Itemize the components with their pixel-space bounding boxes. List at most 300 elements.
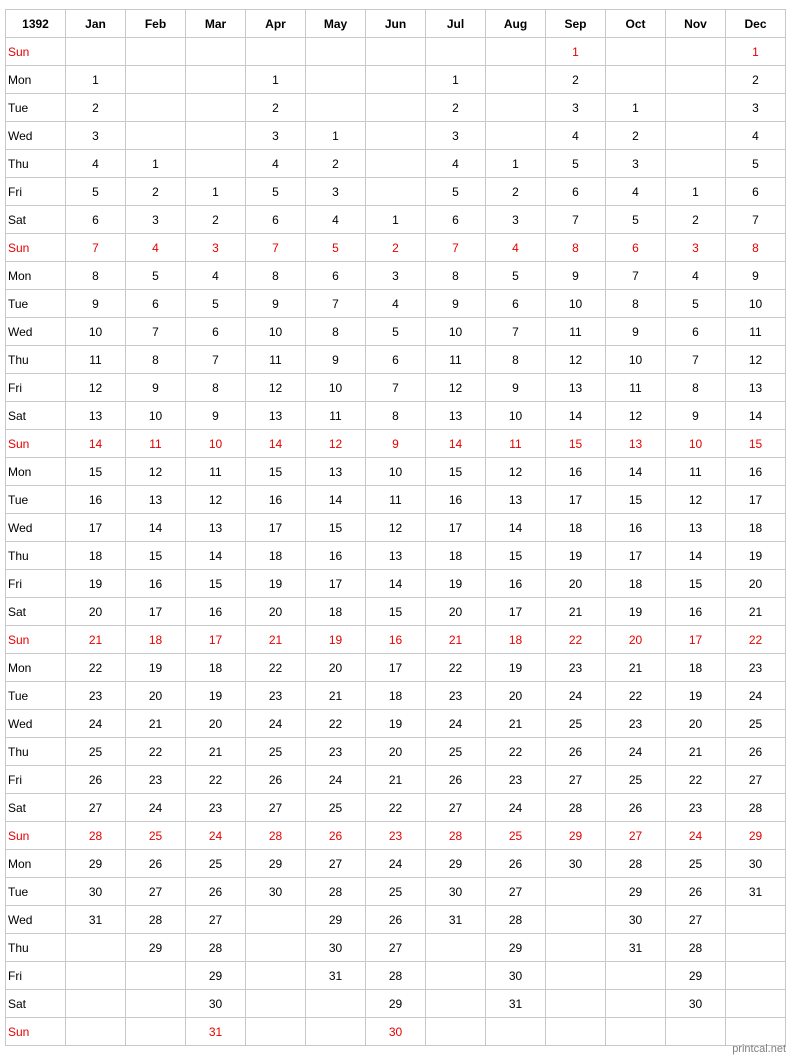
- date-cell: 3: [186, 234, 246, 262]
- date-cell: 13: [726, 374, 786, 402]
- month-header: Apr: [246, 10, 306, 38]
- date-cell: 16: [546, 458, 606, 486]
- day-name: Thu: [6, 738, 66, 766]
- calendar-table: [5, 9, 786, 1046]
- date-cell: 19: [246, 570, 306, 598]
- date-cell: 10: [186, 430, 246, 458]
- date-cell: 4: [546, 122, 606, 150]
- date-cell: [726, 1018, 786, 1046]
- date-cell: 15: [606, 486, 666, 514]
- date-cell: 12: [666, 486, 726, 514]
- date-cell: 23: [246, 682, 306, 710]
- date-cell: [186, 94, 246, 122]
- day-name: Wed: [6, 514, 66, 542]
- date-cell: 28: [306, 878, 366, 906]
- date-cell: 29: [246, 850, 306, 878]
- date-cell: 5: [666, 290, 726, 318]
- week-row: [6, 150, 786, 178]
- date-cell: [366, 178, 426, 206]
- date-cell: 24: [426, 710, 486, 738]
- date-cell: [606, 38, 666, 66]
- date-cell: 12: [66, 374, 126, 402]
- date-cell: 31: [606, 934, 666, 962]
- date-cell: [306, 38, 366, 66]
- date-cell: [66, 1018, 126, 1046]
- date-cell: 19: [606, 598, 666, 626]
- day-name: Mon: [6, 262, 66, 290]
- date-cell: [66, 38, 126, 66]
- date-cell: 11: [246, 346, 306, 374]
- date-cell: 21: [366, 766, 426, 794]
- date-cell: 3: [726, 94, 786, 122]
- date-cell: 17: [666, 626, 726, 654]
- date-cell: 13: [366, 542, 426, 570]
- date-cell: 10: [486, 402, 546, 430]
- date-cell: 2: [366, 234, 426, 262]
- date-cell: 2: [426, 94, 486, 122]
- week-row: [6, 346, 786, 374]
- date-cell: 31: [186, 1018, 246, 1046]
- date-cell: 28: [426, 822, 486, 850]
- date-cell: 7: [666, 346, 726, 374]
- date-cell: [426, 962, 486, 990]
- date-cell: 3: [306, 178, 366, 206]
- date-cell: 18: [186, 654, 246, 682]
- date-cell: [546, 906, 606, 934]
- date-cell: 22: [186, 766, 246, 794]
- date-cell: 22: [606, 682, 666, 710]
- date-cell: 9: [366, 430, 426, 458]
- date-cell: 3: [66, 122, 126, 150]
- date-cell: 1: [186, 178, 246, 206]
- date-cell: 19: [66, 570, 126, 598]
- date-cell: 1: [666, 178, 726, 206]
- date-cell: 18: [306, 598, 366, 626]
- date-cell: 31: [486, 990, 546, 1018]
- date-cell: 11: [306, 402, 366, 430]
- date-cell: 14: [126, 514, 186, 542]
- week-row: [6, 430, 786, 458]
- date-cell: 10: [366, 458, 426, 486]
- day-name: Fri: [6, 178, 66, 206]
- date-cell: [546, 990, 606, 1018]
- date-cell: 8: [546, 234, 606, 262]
- day-name: Fri: [6, 962, 66, 990]
- date-cell: 29: [366, 990, 426, 1018]
- date-cell: 19: [306, 626, 366, 654]
- footer-credit: printcal.net: [732, 1043, 786, 1055]
- week-row: [6, 542, 786, 570]
- date-cell: 13: [606, 430, 666, 458]
- date-cell: 30: [606, 906, 666, 934]
- date-cell: 22: [546, 626, 606, 654]
- date-cell: 16: [186, 598, 246, 626]
- date-cell: [486, 1018, 546, 1046]
- date-cell: 3: [666, 234, 726, 262]
- date-cell: 26: [66, 766, 126, 794]
- date-cell: 2: [246, 94, 306, 122]
- date-cell: 22: [66, 654, 126, 682]
- date-cell: 1: [546, 38, 606, 66]
- date-cell: 10: [306, 374, 366, 402]
- day-name: Mon: [6, 654, 66, 682]
- date-cell: 7: [366, 374, 426, 402]
- date-cell: 1: [306, 122, 366, 150]
- date-cell: [666, 94, 726, 122]
- week-row: [6, 682, 786, 710]
- date-cell: [366, 94, 426, 122]
- date-cell: 5: [246, 178, 306, 206]
- date-cell: 23: [486, 766, 546, 794]
- week-row: [6, 794, 786, 822]
- date-cell: 31: [306, 962, 366, 990]
- date-cell: 6: [306, 262, 366, 290]
- week-row: [6, 318, 786, 346]
- week-row: [6, 766, 786, 794]
- date-cell: 12: [546, 346, 606, 374]
- day-name: Fri: [6, 374, 66, 402]
- date-cell: 23: [546, 654, 606, 682]
- day-name: Wed: [6, 710, 66, 738]
- date-cell: 10: [66, 318, 126, 346]
- date-cell: 12: [486, 458, 546, 486]
- date-cell: 15: [186, 570, 246, 598]
- date-cell: 9: [186, 402, 246, 430]
- date-cell: 15: [246, 458, 306, 486]
- date-cell: 12: [366, 514, 426, 542]
- date-cell: 18: [66, 542, 126, 570]
- date-cell: 6: [426, 206, 486, 234]
- date-cell: 17: [606, 542, 666, 570]
- date-cell: 22: [366, 794, 426, 822]
- date-cell: 24: [186, 822, 246, 850]
- month-header: Dec: [726, 10, 786, 38]
- date-cell: 24: [606, 738, 666, 766]
- date-cell: 14: [306, 486, 366, 514]
- date-cell: 31: [66, 906, 126, 934]
- date-cell: 10: [126, 402, 186, 430]
- date-cell: 13: [246, 402, 306, 430]
- date-cell: 21: [546, 598, 606, 626]
- week-row: [6, 626, 786, 654]
- week-row: [6, 906, 786, 934]
- date-cell: 4: [486, 234, 546, 262]
- date-cell: 18: [246, 542, 306, 570]
- date-cell: 17: [186, 626, 246, 654]
- date-cell: 7: [426, 234, 486, 262]
- date-cell: 27: [66, 794, 126, 822]
- date-cell: [486, 66, 546, 94]
- date-cell: 11: [66, 346, 126, 374]
- date-cell: 1: [366, 206, 426, 234]
- date-cell: 17: [726, 486, 786, 514]
- date-cell: 6: [726, 178, 786, 206]
- date-cell: 2: [186, 206, 246, 234]
- date-cell: 26: [366, 906, 426, 934]
- date-cell: 5: [66, 178, 126, 206]
- week-row: [6, 206, 786, 234]
- date-cell: 17: [246, 514, 306, 542]
- date-cell: 26: [126, 850, 186, 878]
- date-cell: 26: [306, 822, 366, 850]
- date-cell: 17: [486, 598, 546, 626]
- date-cell: 6: [486, 290, 546, 318]
- date-cell: 7: [126, 318, 186, 346]
- date-cell: 14: [606, 458, 666, 486]
- week-row: [6, 122, 786, 150]
- date-cell: 27: [546, 766, 606, 794]
- header-row: [6, 10, 786, 38]
- date-cell: 31: [726, 878, 786, 906]
- date-cell: 13: [486, 486, 546, 514]
- date-cell: 6: [126, 290, 186, 318]
- date-cell: [306, 66, 366, 94]
- date-cell: 21: [606, 654, 666, 682]
- day-name: Sun: [6, 234, 66, 262]
- date-cell: 30: [186, 990, 246, 1018]
- date-cell: 7: [66, 234, 126, 262]
- date-cell: 20: [426, 598, 486, 626]
- day-name: Sun: [6, 38, 66, 66]
- date-cell: [246, 906, 306, 934]
- date-cell: 14: [426, 430, 486, 458]
- date-cell: 28: [66, 822, 126, 850]
- date-cell: 22: [246, 654, 306, 682]
- date-cell: 19: [486, 654, 546, 682]
- date-cell: 26: [546, 738, 606, 766]
- day-name: Sat: [6, 206, 66, 234]
- date-cell: 13: [126, 486, 186, 514]
- date-cell: 24: [366, 850, 426, 878]
- day-name: Tue: [6, 94, 66, 122]
- date-cell: 2: [726, 66, 786, 94]
- month-header: May: [306, 10, 366, 38]
- date-cell: 12: [126, 458, 186, 486]
- date-cell: 24: [726, 682, 786, 710]
- date-cell: 21: [306, 682, 366, 710]
- date-cell: 26: [486, 850, 546, 878]
- date-cell: 16: [666, 598, 726, 626]
- date-cell: 16: [246, 486, 306, 514]
- day-name: Mon: [6, 458, 66, 486]
- date-cell: [366, 150, 426, 178]
- date-cell: 4: [66, 150, 126, 178]
- date-cell: 4: [246, 150, 306, 178]
- date-cell: 28: [666, 934, 726, 962]
- date-cell: 8: [246, 262, 306, 290]
- week-row: [6, 66, 786, 94]
- date-cell: 8: [306, 318, 366, 346]
- date-cell: 29: [66, 850, 126, 878]
- date-cell: 30: [66, 878, 126, 906]
- date-cell: 23: [666, 794, 726, 822]
- day-name: Tue: [6, 290, 66, 318]
- date-cell: 6: [246, 206, 306, 234]
- date-cell: 8: [606, 290, 666, 318]
- date-cell: 11: [426, 346, 486, 374]
- date-cell: 12: [246, 374, 306, 402]
- week-row: [6, 822, 786, 850]
- date-cell: 28: [246, 822, 306, 850]
- date-cell: 21: [426, 626, 486, 654]
- date-cell: 16: [366, 626, 426, 654]
- date-cell: 1: [426, 66, 486, 94]
- date-cell: [726, 934, 786, 962]
- date-cell: 15: [366, 598, 426, 626]
- date-cell: 27: [726, 766, 786, 794]
- date-cell: 1: [486, 150, 546, 178]
- date-cell: 19: [426, 570, 486, 598]
- date-cell: 25: [126, 822, 186, 850]
- day-name: Tue: [6, 486, 66, 514]
- date-cell: 25: [306, 794, 366, 822]
- date-cell: [186, 66, 246, 94]
- date-cell: 17: [366, 654, 426, 682]
- date-cell: 11: [726, 318, 786, 346]
- date-cell: 18: [426, 542, 486, 570]
- date-cell: [666, 150, 726, 178]
- date-cell: [666, 1018, 726, 1046]
- date-cell: 22: [726, 626, 786, 654]
- date-cell: 5: [366, 318, 426, 346]
- date-cell: 25: [726, 710, 786, 738]
- date-cell: [126, 122, 186, 150]
- date-cell: 26: [666, 878, 726, 906]
- date-cell: [186, 122, 246, 150]
- day-name: Mon: [6, 850, 66, 878]
- date-cell: 19: [546, 542, 606, 570]
- date-cell: [606, 962, 666, 990]
- date-cell: 7: [246, 234, 306, 262]
- date-cell: 5: [606, 206, 666, 234]
- week-row: [6, 1018, 786, 1046]
- date-cell: 27: [426, 794, 486, 822]
- date-cell: [666, 38, 726, 66]
- day-name: Sat: [6, 402, 66, 430]
- date-cell: 4: [186, 262, 246, 290]
- date-cell: 25: [426, 738, 486, 766]
- date-cell: [666, 66, 726, 94]
- date-cell: 21: [726, 598, 786, 626]
- date-cell: 7: [486, 318, 546, 346]
- day-name: Sun: [6, 430, 66, 458]
- date-cell: 23: [126, 766, 186, 794]
- date-cell: 24: [486, 794, 546, 822]
- date-cell: 23: [726, 654, 786, 682]
- day-name: Sun: [6, 626, 66, 654]
- date-cell: 27: [486, 878, 546, 906]
- date-cell: 20: [186, 710, 246, 738]
- date-cell: 6: [186, 318, 246, 346]
- date-cell: 20: [726, 570, 786, 598]
- date-cell: 19: [726, 542, 786, 570]
- week-row: [6, 402, 786, 430]
- date-cell: 28: [186, 934, 246, 962]
- date-cell: [126, 1018, 186, 1046]
- date-cell: 29: [126, 934, 186, 962]
- date-cell: 4: [366, 290, 426, 318]
- date-cell: 28: [486, 906, 546, 934]
- date-cell: 14: [366, 570, 426, 598]
- date-cell: 8: [366, 402, 426, 430]
- date-cell: 15: [126, 542, 186, 570]
- date-cell: 26: [246, 766, 306, 794]
- date-cell: 12: [306, 430, 366, 458]
- date-cell: 1: [126, 150, 186, 178]
- day-name: Sun: [6, 822, 66, 850]
- date-cell: 25: [186, 850, 246, 878]
- date-cell: 17: [66, 514, 126, 542]
- month-header: Jun: [366, 10, 426, 38]
- date-cell: 22: [306, 710, 366, 738]
- date-cell: 13: [186, 514, 246, 542]
- date-cell: 30: [486, 962, 546, 990]
- date-cell: 17: [126, 598, 186, 626]
- date-cell: [186, 150, 246, 178]
- date-cell: 20: [366, 738, 426, 766]
- week-row: [6, 878, 786, 906]
- date-cell: 26: [726, 738, 786, 766]
- date-cell: 11: [186, 458, 246, 486]
- date-cell: 17: [306, 570, 366, 598]
- week-row: [6, 290, 786, 318]
- date-cell: 2: [486, 178, 546, 206]
- date-cell: 24: [306, 766, 366, 794]
- date-cell: 20: [126, 682, 186, 710]
- date-cell: 15: [426, 458, 486, 486]
- date-cell: [606, 66, 666, 94]
- date-cell: [306, 94, 366, 122]
- date-cell: 9: [306, 346, 366, 374]
- day-name: Sun: [6, 1018, 66, 1046]
- date-cell: 30: [306, 934, 366, 962]
- date-cell: 5: [486, 262, 546, 290]
- date-cell: 7: [546, 206, 606, 234]
- date-cell: [546, 962, 606, 990]
- date-cell: 26: [606, 794, 666, 822]
- date-cell: 29: [726, 822, 786, 850]
- date-cell: 25: [246, 738, 306, 766]
- date-cell: 14: [666, 542, 726, 570]
- week-row: [6, 374, 786, 402]
- date-cell: 15: [726, 430, 786, 458]
- date-cell: 3: [426, 122, 486, 150]
- day-name: Wed: [6, 906, 66, 934]
- date-cell: 28: [726, 794, 786, 822]
- date-cell: 12: [606, 402, 666, 430]
- date-cell: 21: [66, 626, 126, 654]
- date-cell: 18: [126, 626, 186, 654]
- month-header: Nov: [666, 10, 726, 38]
- date-cell: [486, 122, 546, 150]
- date-cell: 5: [546, 150, 606, 178]
- date-cell: 30: [726, 850, 786, 878]
- date-cell: 18: [726, 514, 786, 542]
- date-cell: 15: [486, 542, 546, 570]
- date-cell: [186, 38, 246, 66]
- date-cell: 9: [606, 318, 666, 346]
- month-header: Aug: [486, 10, 546, 38]
- date-cell: 21: [246, 626, 306, 654]
- day-name: Sat: [6, 990, 66, 1018]
- date-cell: [666, 122, 726, 150]
- date-cell: 16: [726, 458, 786, 486]
- date-cell: [126, 38, 186, 66]
- date-cell: 16: [426, 486, 486, 514]
- date-cell: 25: [66, 738, 126, 766]
- date-cell: 27: [186, 906, 246, 934]
- date-cell: [126, 66, 186, 94]
